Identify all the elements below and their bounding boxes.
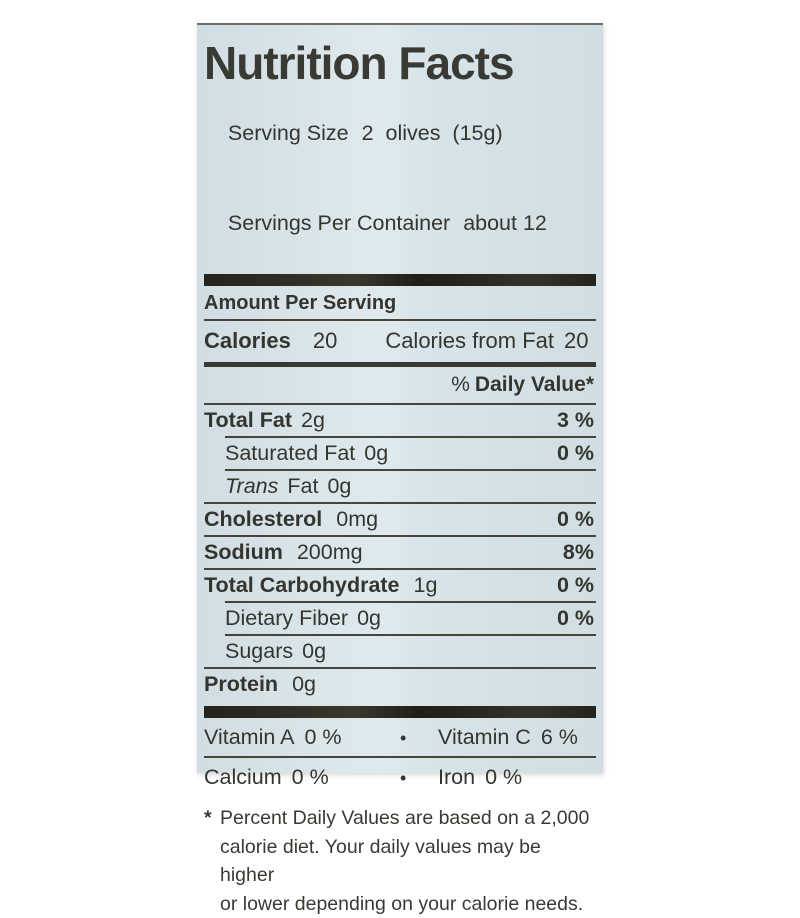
nutrient-name: Sodium bbox=[204, 541, 283, 564]
calories-from-fat-label: Calories from Fat bbox=[385, 328, 554, 354]
bullet-separator: • bbox=[400, 728, 438, 749]
micronutrient-row-vitamins bbox=[204, 718, 596, 756]
nutrient-name: Total Carbohydrate bbox=[204, 574, 400, 597]
vitamin-c bbox=[438, 725, 578, 750]
footnote-asterisk: * bbox=[204, 804, 220, 833]
nutrient-amount: 0g bbox=[292, 673, 316, 696]
nutrient-row-sugars bbox=[204, 636, 596, 667]
calcium bbox=[204, 765, 400, 790]
micro-value: 6 % bbox=[541, 725, 578, 749]
nutrient-row-total-fat bbox=[204, 405, 596, 436]
nutrient-row-trans-fat bbox=[204, 471, 596, 502]
serving-size-line bbox=[204, 88, 596, 178]
nutrient-amount: 0g bbox=[364, 442, 388, 465]
percent-sign: % bbox=[451, 373, 470, 396]
nutrient-row-protein bbox=[204, 669, 596, 700]
label-title: Nutrition Facts bbox=[204, 38, 596, 88]
iron bbox=[438, 765, 522, 790]
micro-name: Vitamin C bbox=[438, 725, 531, 749]
calories-label: Calories bbox=[204, 328, 291, 354]
nutrient-name: Sugars bbox=[225, 640, 293, 663]
nutrient-dv: 8% bbox=[563, 541, 596, 564]
footnote-line-3: or lower depending on your calorie needs. bbox=[204, 890, 596, 918]
micro-value: 0 % bbox=[292, 765, 329, 789]
nutrient-row-saturated-fat bbox=[204, 438, 596, 469]
calories-row bbox=[204, 321, 596, 362]
micro-name: Calcium bbox=[204, 765, 282, 789]
daily-value-header bbox=[204, 367, 596, 403]
thick-divider-top bbox=[204, 274, 596, 286]
nutrient-row-total-carbohydrate bbox=[204, 570, 596, 601]
nutrient-amount: 2g bbox=[301, 409, 325, 432]
nutrient-name-italic: Trans bbox=[225, 475, 278, 498]
nutrient-amount: 0g bbox=[327, 475, 351, 498]
micro-name: Iron bbox=[438, 765, 475, 789]
nutrient-amount: 0g bbox=[357, 607, 381, 630]
footnote-line-2: calorie diet. Your daily values may be higher bbox=[204, 833, 596, 890]
servings-per-container-label: Servings Per Container bbox=[228, 211, 450, 235]
serving-size-label: Serving Size bbox=[228, 121, 349, 145]
vitamin-a bbox=[204, 725, 400, 750]
micro-value: 0 % bbox=[485, 765, 522, 789]
nutrient-name: Saturated Fat bbox=[225, 442, 355, 465]
nutrient-row-dietary-fiber bbox=[204, 603, 596, 634]
nutrient-name: Total Fat bbox=[204, 409, 292, 432]
nutrient-dv: 3 % bbox=[557, 409, 596, 432]
daily-value-text: Daily Value* bbox=[475, 373, 594, 396]
nutrient-row-cholesterol bbox=[204, 504, 596, 535]
nutrient-amount: 200mg bbox=[297, 541, 363, 564]
nutrient-dv: 0 % bbox=[557, 607, 596, 630]
calories-value: 20 bbox=[313, 328, 337, 354]
nutrient-dv: 0 % bbox=[557, 508, 596, 531]
servings-per-container-line bbox=[204, 178, 596, 268]
serving-size-value: 2 olives (15g) bbox=[362, 121, 503, 145]
micro-name: Vitamin A bbox=[204, 725, 294, 749]
micro-value: 0 % bbox=[304, 725, 341, 749]
nutrient-name: Protein bbox=[204, 673, 278, 696]
nutrient-name: Dietary Fiber bbox=[225, 607, 348, 630]
nutrient-row-sodium bbox=[204, 537, 596, 568]
nutrient-amount: 0g bbox=[302, 640, 326, 663]
micronutrient-row-minerals bbox=[204, 758, 596, 796]
nutrient-amount: 1g bbox=[414, 574, 438, 597]
bullet-separator: • bbox=[400, 768, 438, 789]
servings-per-container-value: about 12 bbox=[463, 211, 547, 235]
nutrient-dv: 0 % bbox=[557, 442, 596, 465]
thick-divider-bottom bbox=[204, 706, 596, 718]
nutrient-dv: 0 % bbox=[557, 574, 596, 597]
nutrient-amount: 0mg bbox=[336, 508, 378, 531]
nutrition-facts-label bbox=[197, 23, 603, 773]
amount-per-serving-header: Amount Per Serving bbox=[204, 286, 596, 319]
footnote-text: Percent Daily Values are based on a 2,000 bbox=[220, 807, 589, 829]
nutrient-name: Fat bbox=[287, 475, 318, 498]
footnote-line-1 bbox=[204, 804, 596, 833]
calories-from-fat-value: 20 bbox=[564, 328, 588, 354]
nutrient-name: Cholesterol bbox=[204, 508, 322, 531]
